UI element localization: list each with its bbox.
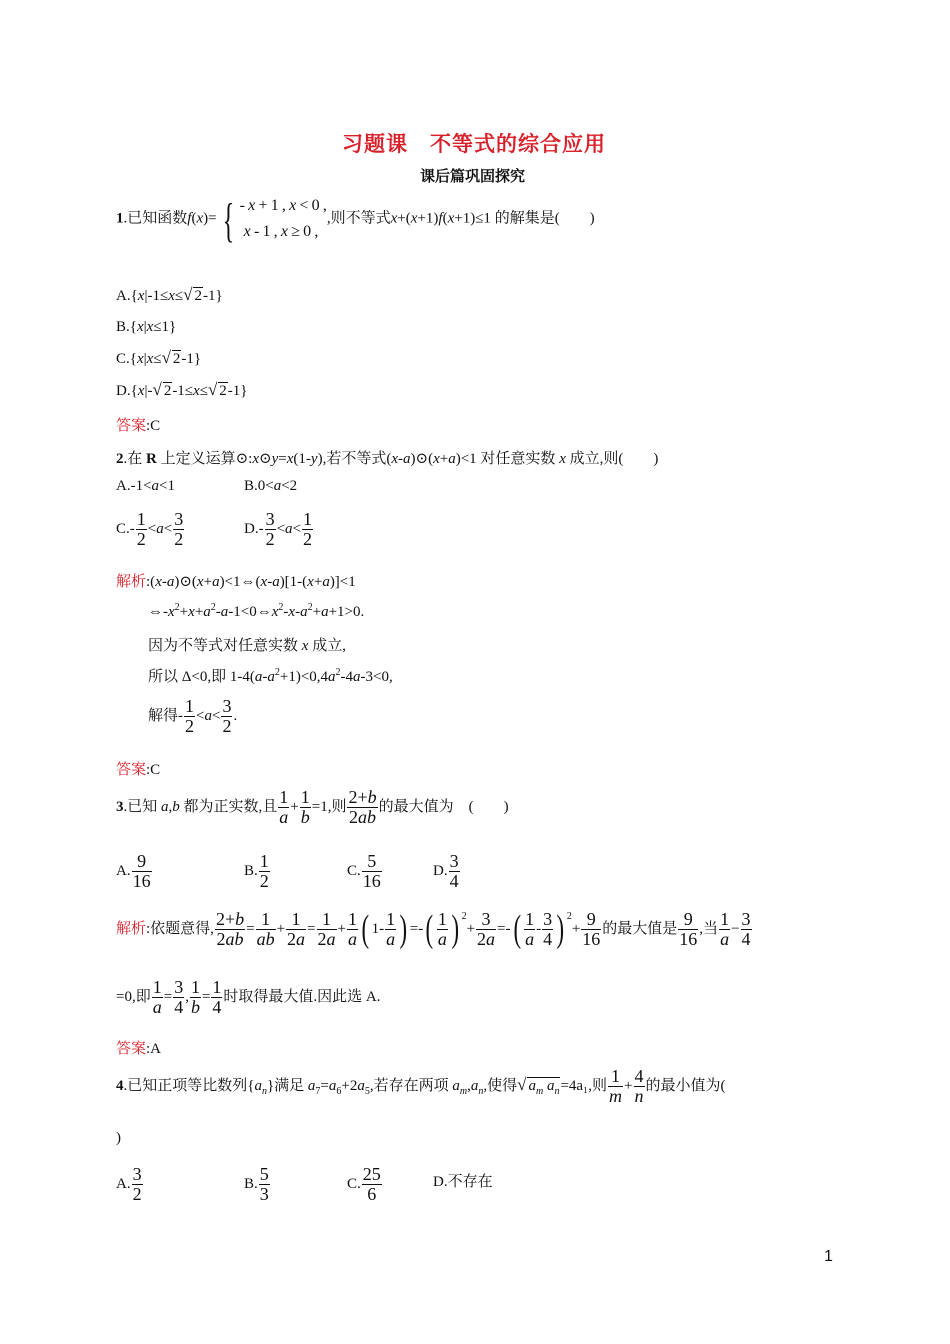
q3-analysis-line2: =0,即 $\frac{1}{a}$ = $\frac{3}{4}$ , $\frac{1}{b}$ = $\frac{1}{4}$ 时取得最大值.因此选 A. — [116, 977, 381, 1017]
q1-option-c: C.{x|x≤√ 2-1} — [116, 348, 202, 367]
q2-analysis-line5: 解得- $\frac{1}{2}$ <a< $\frac{3}{2}$ . — [148, 696, 238, 736]
q2-option-a: A.-1<a<1 — [116, 478, 176, 494]
q3-option-b: B. $\frac{1}{2}$ — [244, 851, 269, 891]
q1-option-a: A.{x|-1≤x≤√ 2-1} — [116, 285, 223, 304]
q2-option-c: C.- $\frac{1}{2}$ <a< $\frac{3}{2}$ — [116, 509, 184, 549]
q1-stem: 1.已知函数f(x)= { - x + 1 , x < 0 , x - 1 , x ≥ 0 ,,则不等式x+(x+1)f(x+1)≤1 的解集是( ) — [116, 194, 595, 248]
page-title: 习题课 不等式的综合应用 — [342, 132, 606, 156]
q2-analysis-line4: 所以 Δ<0,即 $1-4(a-a^2+1)<0,4a^2-4a-3<0$, — [148, 667, 393, 685]
q3-option-d: D. $\frac{3}{4}$ — [433, 851, 459, 891]
q2-analysis-line3: 因为不等式对任意实数 x 成立, — [148, 638, 346, 654]
q3-option-a: A. $\frac{9}{16}$ — [116, 851, 151, 891]
q2-analysis-line2: $\Leftrightarrow-x^2+x+a^2-a-1<0\Leftrightarrow x^2-x-a^2+a+1>0$. — [148, 602, 365, 620]
q3-stem: 3.已知 a,b 都为正实数,且 $\frac{1}{a}$ + $\frac{1}{b}$ =1,则 $\frac{2+b}{2ab}$ 的最大值为 ( ) — [116, 787, 509, 827]
q4-option-c: C. $\frac{25}{6}$ — [347, 1164, 381, 1204]
q1-answer: 答案:C — [116, 418, 161, 434]
q3-analysis-line1: 解析:依题意得, $\frac{2+b}{2ab}$ = $\frac{1}{ab}$ + $\frac{1}{2a}$ = $\frac{1}{2a}$ + $\frac{1}{a}$ ( 1- $\frac{1}{a}$ ) =-( $\frac{1}{a}$ ) $^2$+ $\frac{3}{2a}$ =-( $\frac{1}{a}$ - $\frac{3}{4}$ ) $^2$+ $\frac{9}{16}$ 的最大值是 $\frac{9}{16}$ ,当 $\frac{1}{a}$ − $\frac{3}{4}$ — [116, 908, 751, 951]
q2-option-d: D.- $\frac{3}{2}$ <a< $\frac{1}{2}$ — [244, 509, 313, 549]
q4-stem-close: ) — [116, 1130, 121, 1146]
q3-answer: 答案:A — [116, 1041, 162, 1057]
q2-answer: 答案:C — [116, 762, 161, 778]
q2-analysis-line1: 解析:(x-a)⊙(x+a)<1⇔(x-a)[1-(x+a)]<1 — [116, 574, 356, 590]
q2-option-b: B.0<a<2 — [244, 478, 298, 494]
q2-stem: 2.在 R 上定义运算⊙:x⊙y=x(1-y),若不等式(x-a)⊙(x+a)<1 对任意实数 x 成立,则( ) — [116, 451, 659, 467]
page-number: 1 — [824, 1248, 833, 1265]
q4-option-a: A. $\frac{3}{2}$ — [116, 1164, 142, 1204]
q1-option-b: B.{x|x≤1} — [116, 319, 177, 335]
q3-option-c: C. $\frac{5}{16}$ — [347, 851, 381, 891]
page-subtitle: 课后篇巩固探究 — [420, 169, 526, 185]
q4-stem: 4.已知正项等比数列$\{a_n\}$满足 $a_7=a_6+2a_5$,若存在两项 $a_m,a_n$,使得√ $a_m$ $a_n=4a_1$,则 $\frac{1}{m}$ + $\frac{4}{n}$ 的最小值为( — [116, 1066, 726, 1106]
q4-option-b: B. $\frac{5}{3}$ — [244, 1164, 269, 1204]
q4-option-d: D.不存在 — [433, 1174, 493, 1190]
q1-option-d: D.{x|-√ 2-1≤x≤√ 2-1} — [116, 380, 248, 399]
